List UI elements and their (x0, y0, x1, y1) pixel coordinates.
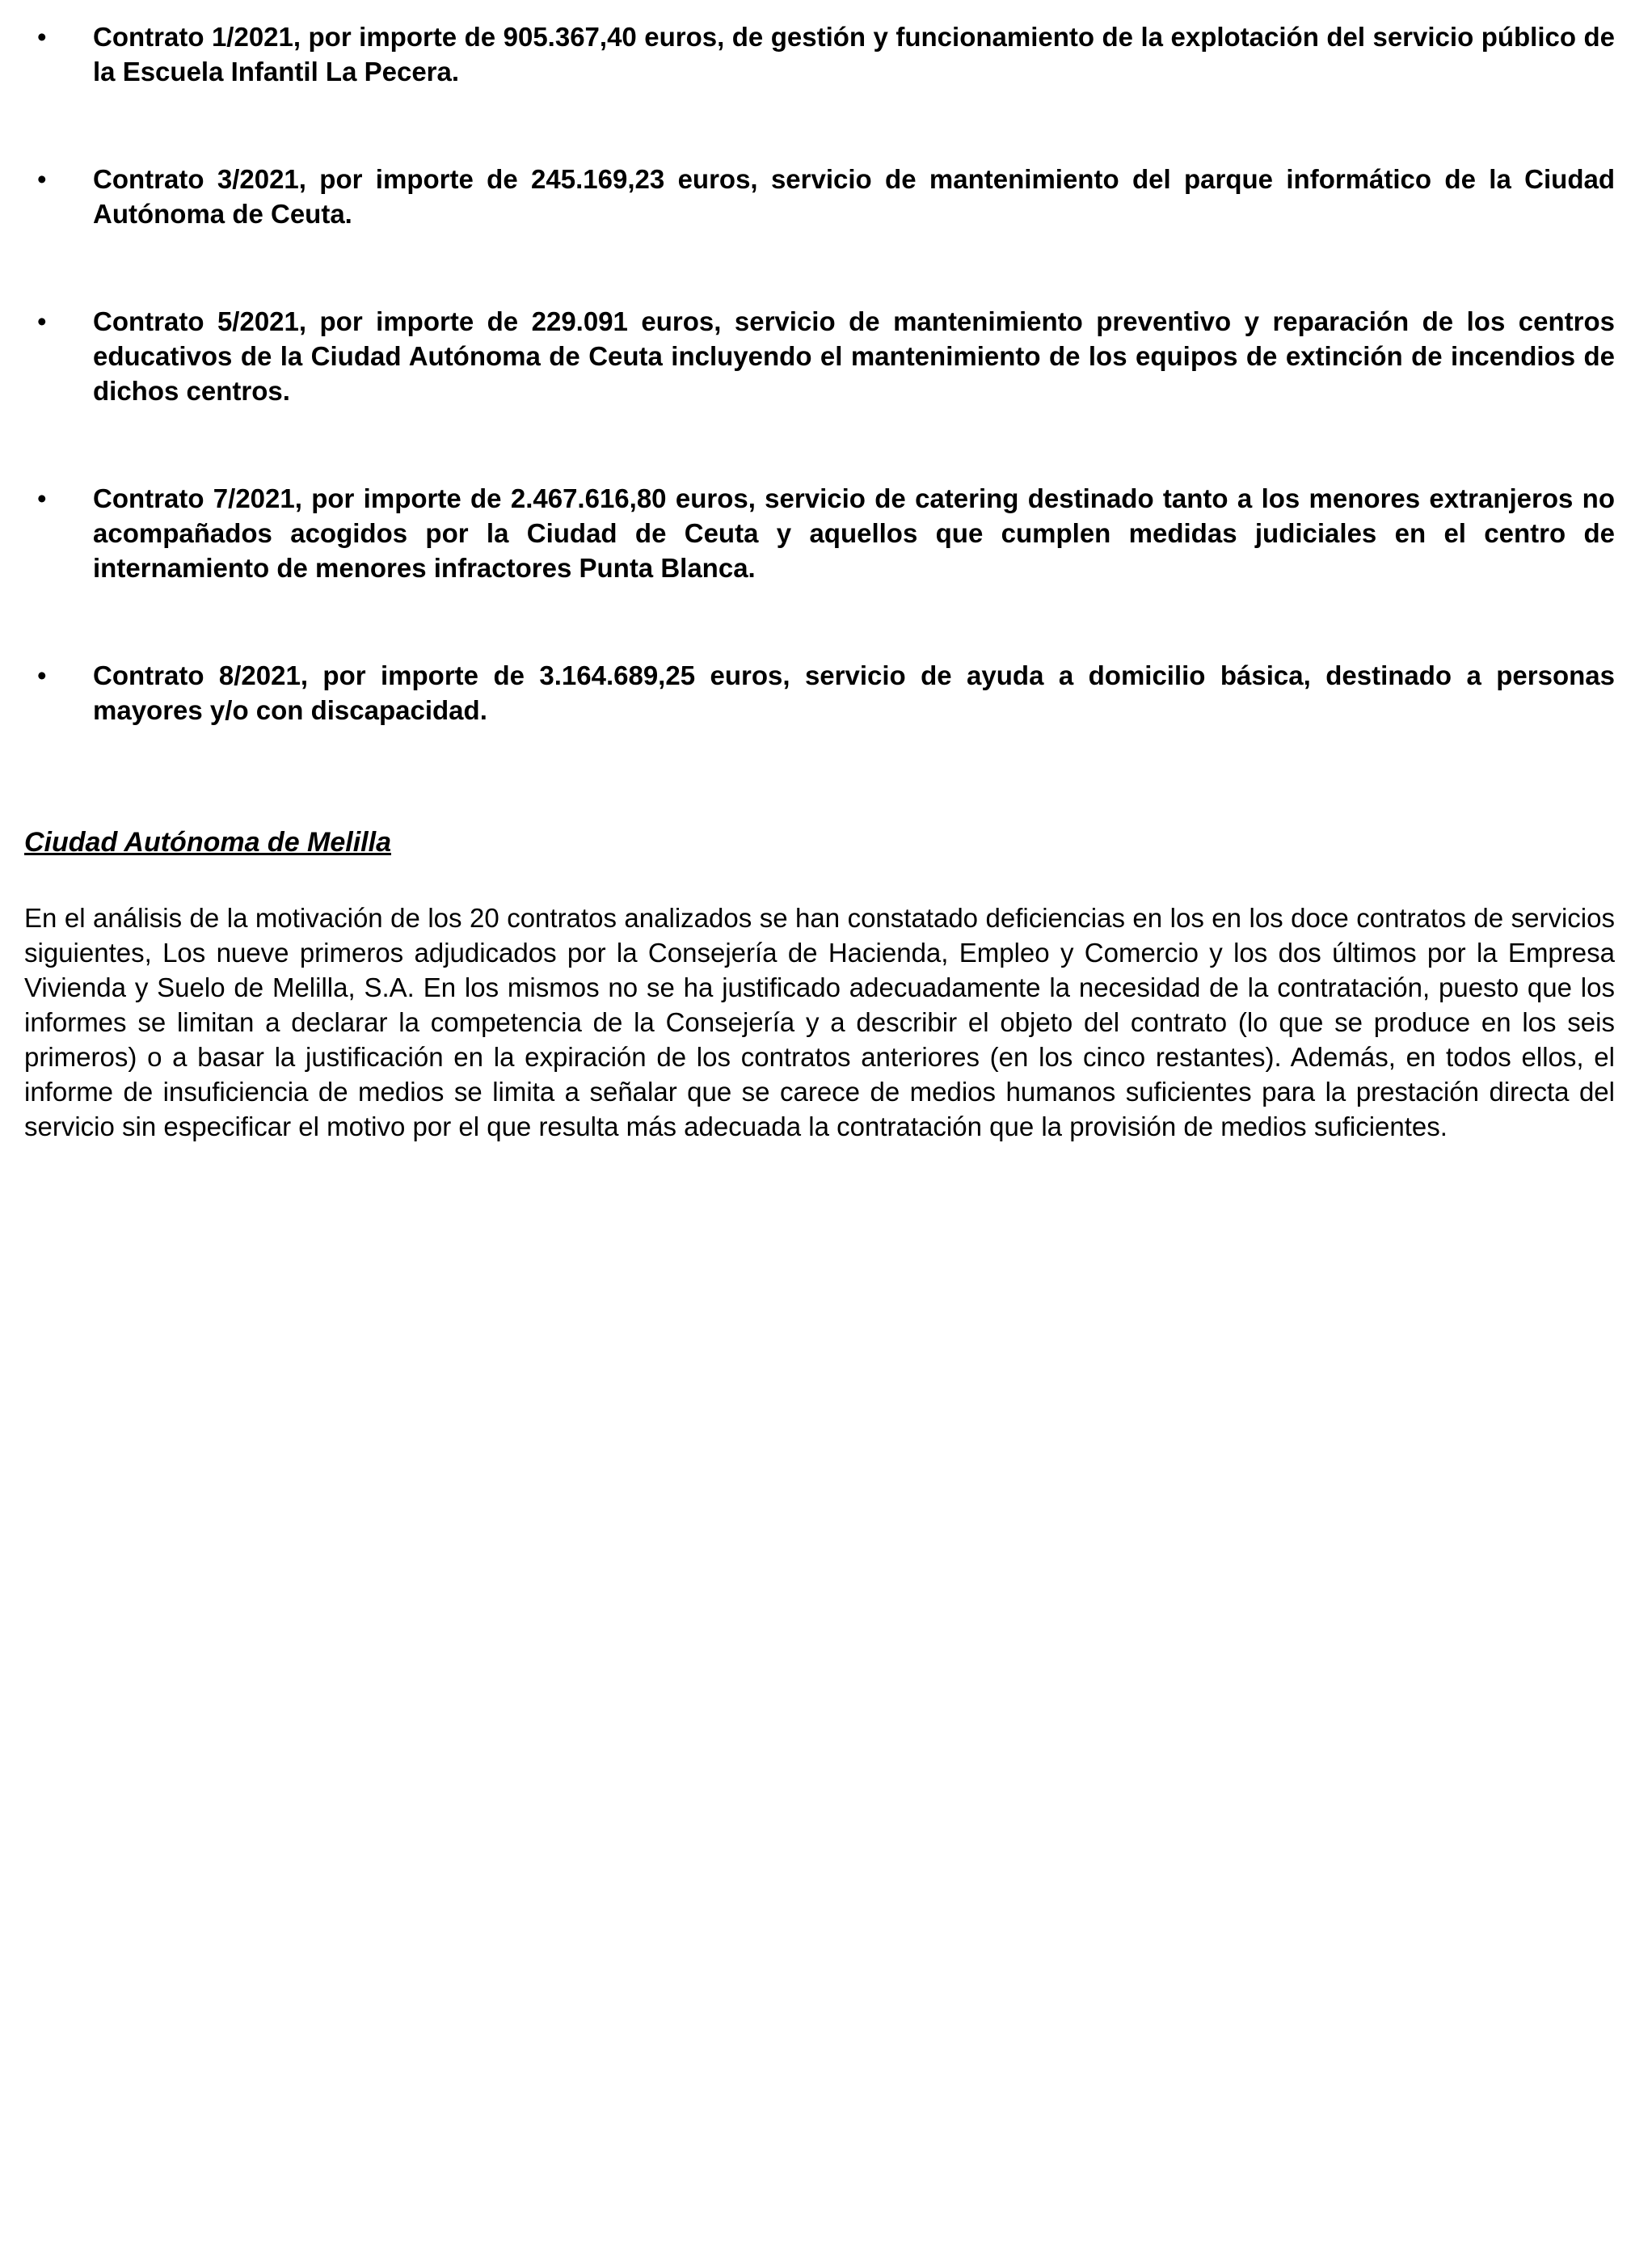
contract-bullet-list (24, 19, 1615, 728)
contract-item-text: Contrato 5/2021, por importe de 229.091 euros, servicio de mantenimiento preventivo y reparación de los centros educativos de la Ciudad Autónoma de Ceuta incluyendo el mantenimiento de los equipos de extinción de incendios de dichos centros. (93, 306, 1615, 406)
list-item (24, 658, 1615, 728)
bullet-icon: • (37, 22, 47, 52)
section-heading: Ciudad Autónoma de Melilla (24, 827, 391, 858)
bullet-icon: • (37, 483, 47, 513)
body-paragraph: En el análisis de la motivación de los 20 contratos analizados se han constatado deficiencias en los en los doce contratos de servicios siguientes, Los nueve primeros adjudicados por la Consejería de Hacienda, Empleo y Comercio y los dos últimos por la Empresa Vivienda y Suelo de Melilla, S.A. En los mismos no se ha justificado adecuadamente la necesidad de la contratación, puesto que los informes se limitan a declarar la competencia de la Consejería y a describir el objeto del contrato (lo que se produce en los seis primeros) o a basar la justificación en la expiración de los contratos anteriores (en los cinco restantes). Además, en todos ellos, el informe de insuficiencia de medios se limita a señalar que se carece de medios humanos suficientes para la prestación directa del servicio sin especificar el motivo por el que resulta más adecuada la contratación que la provisión de medios suficientes. (24, 903, 1615, 1141)
contract-item-text: Contrato 1/2021, por importe de 905.367,40 euros, de gestión y funcionamiento de la explotación del servicio público de la Escuela Infantil La Pecera. (93, 22, 1615, 86)
bullet-icon: • (37, 164, 47, 194)
contract-item-text: Contrato 3/2021, por importe de 245.169,23 euros, servicio de mantenimiento del parque informático de la Ciudad Autónoma de Ceuta. (93, 164, 1615, 229)
list-item (24, 162, 1615, 231)
list-item (24, 19, 1615, 89)
contract-item-text: Contrato 7/2021, por importe de 2.467.616,80 euros, servicio de catering destinado tanto a los menores extranjeros no acompañados acogidos por la Ciudad de Ceuta y aquellos que cumplen medidas judiciales en el centro de internamiento de menores infractores Punta Blanca. (93, 483, 1615, 583)
bullet-icon: • (37, 660, 47, 690)
list-item (24, 304, 1615, 408)
contract-item-text: Contrato 8/2021, por importe de 3.164.689,25 euros, servicio de ayuda a domicilio básica, destinado a personas mayores y/o con discapacidad. (93, 660, 1615, 725)
list-item (24, 481, 1615, 585)
bullet-icon: • (37, 306, 47, 336)
